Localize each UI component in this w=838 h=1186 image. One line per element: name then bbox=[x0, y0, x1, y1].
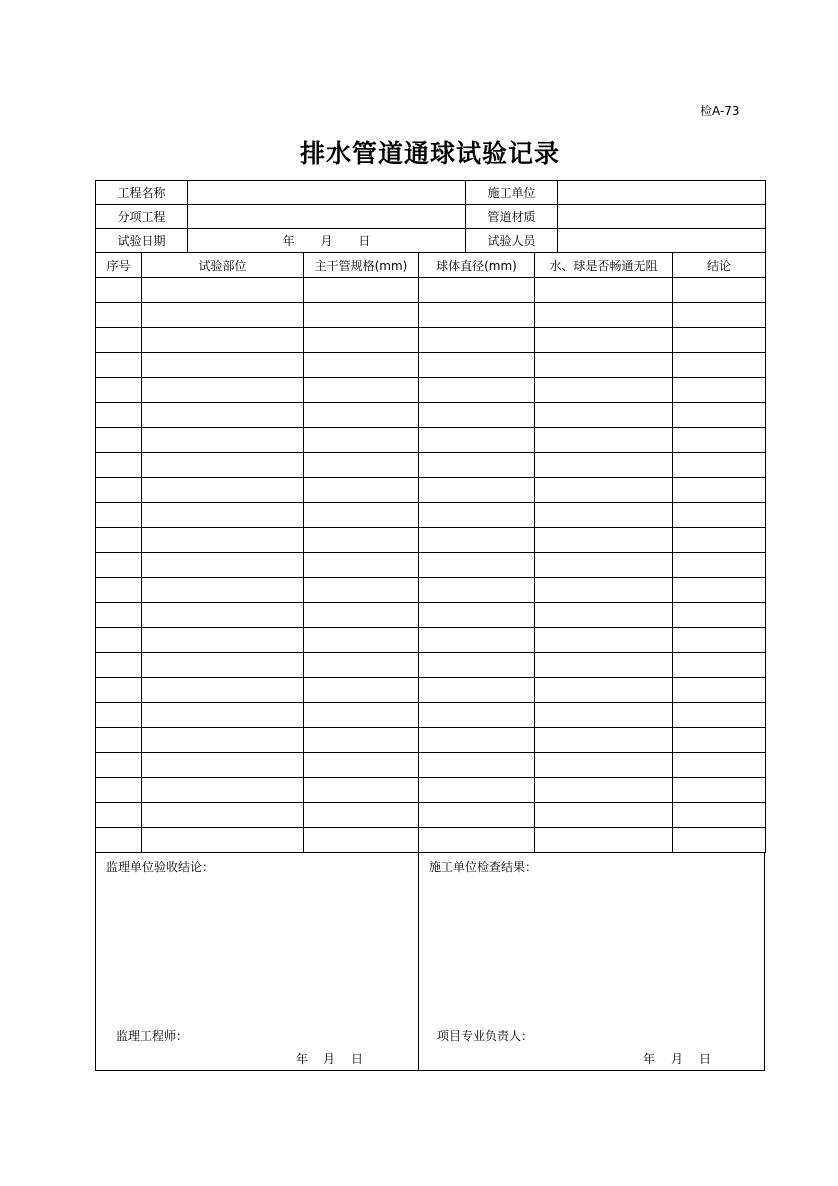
supervision-engineer-label: 监理工程师： bbox=[116, 1029, 189, 1043]
table-row bbox=[96, 703, 766, 728]
header-row-project bbox=[96, 181, 766, 205]
signature-section bbox=[95, 852, 765, 1071]
test-grid bbox=[95, 252, 766, 853]
cell-ball-diameter[interactable] bbox=[419, 603, 535, 628]
cell-location[interactable] bbox=[142, 753, 304, 778]
cell-main-pipe-spec[interactable] bbox=[304, 653, 419, 678]
grid-body bbox=[96, 278, 766, 853]
col-header-conclusion: 结论 bbox=[673, 253, 766, 278]
cell-location[interactable] bbox=[142, 428, 304, 453]
col-header-main-pipe-spec: 主干管规格(mm) bbox=[304, 253, 419, 278]
cell-ball-diameter[interactable] bbox=[419, 578, 535, 603]
cell-main-pipe-spec[interactable] bbox=[304, 528, 419, 553]
cell-main-pipe-spec[interactable] bbox=[304, 603, 419, 628]
cell-conclusion[interactable] bbox=[673, 678, 766, 703]
cell-location[interactable] bbox=[142, 653, 304, 678]
cell-flow-clear[interactable] bbox=[535, 828, 673, 853]
cell-conclusion[interactable] bbox=[673, 778, 766, 803]
cell-flow-clear[interactable] bbox=[535, 678, 673, 703]
contractor-date-day: 日 bbox=[699, 1052, 712, 1066]
table-row bbox=[96, 553, 766, 578]
cell-location[interactable] bbox=[142, 353, 304, 378]
contractor-field[interactable] bbox=[558, 181, 766, 205]
contractor-date-year: 年 bbox=[643, 1052, 656, 1066]
cell-seq[interactable] bbox=[96, 628, 142, 653]
cell-conclusion[interactable] bbox=[673, 278, 766, 303]
table-row bbox=[96, 428, 766, 453]
cell-main-pipe-spec[interactable] bbox=[304, 703, 419, 728]
cell-conclusion[interactable] bbox=[673, 603, 766, 628]
form-title: 排水管道通球试验记录 bbox=[299, 139, 560, 168]
cell-seq[interactable] bbox=[96, 603, 142, 628]
cell-conclusion[interactable] bbox=[673, 703, 766, 728]
project-manager-label: 项目专业负责人： bbox=[437, 1029, 534, 1043]
cell-seq[interactable] bbox=[96, 828, 142, 853]
cell-main-pipe-spec[interactable] bbox=[304, 578, 419, 603]
cell-conclusion[interactable] bbox=[673, 328, 766, 353]
table-row bbox=[96, 828, 766, 853]
cell-location[interactable] bbox=[142, 803, 304, 828]
cell-location[interactable] bbox=[142, 578, 304, 603]
test-date-month: 月 bbox=[320, 234, 333, 248]
cell-flow-clear[interactable] bbox=[535, 453, 673, 478]
cell-seq[interactable] bbox=[96, 778, 142, 803]
cell-flow-clear[interactable] bbox=[535, 478, 673, 503]
cell-conclusion[interactable] bbox=[673, 653, 766, 678]
col-header-seq: 序号 bbox=[96, 253, 142, 278]
cell-location[interactable] bbox=[142, 503, 304, 528]
cell-location[interactable] bbox=[142, 603, 304, 628]
cell-seq[interactable] bbox=[96, 478, 142, 503]
cell-ball-diameter[interactable] bbox=[419, 803, 535, 828]
cell-location[interactable] bbox=[142, 403, 304, 428]
cell-main-pipe-spec[interactable] bbox=[304, 278, 419, 303]
cell-conclusion[interactable] bbox=[673, 503, 766, 528]
cell-conclusion[interactable] bbox=[673, 828, 766, 853]
supervision-date-month: 月 bbox=[323, 1052, 336, 1066]
cell-main-pipe-spec[interactable] bbox=[304, 403, 419, 428]
cell-ball-diameter[interactable] bbox=[419, 628, 535, 653]
cell-location[interactable] bbox=[142, 778, 304, 803]
table-row bbox=[96, 378, 766, 403]
cell-seq[interactable] bbox=[96, 578, 142, 603]
cell-conclusion[interactable] bbox=[673, 553, 766, 578]
cell-seq[interactable] bbox=[96, 753, 142, 778]
cell-location[interactable] bbox=[142, 303, 304, 328]
cell-location[interactable] bbox=[142, 453, 304, 478]
cell-seq[interactable] bbox=[96, 328, 142, 353]
cell-location[interactable] bbox=[142, 678, 304, 703]
cell-flow-clear[interactable] bbox=[535, 803, 673, 828]
cell-location[interactable] bbox=[142, 728, 304, 753]
table-row bbox=[96, 478, 766, 503]
cell-seq[interactable] bbox=[96, 353, 142, 378]
cell-flow-clear[interactable] bbox=[535, 578, 673, 603]
cell-flow-clear[interactable] bbox=[535, 278, 673, 303]
cell-conclusion[interactable] bbox=[673, 303, 766, 328]
test-date-day: 日 bbox=[358, 234, 371, 248]
cell-flow-clear[interactable] bbox=[535, 703, 673, 728]
supervision-date-year: 年 bbox=[296, 1052, 309, 1066]
cell-conclusion[interactable] bbox=[673, 528, 766, 553]
cell-seq[interactable] bbox=[96, 703, 142, 728]
cell-location[interactable] bbox=[142, 378, 304, 403]
cell-flow-clear[interactable] bbox=[535, 778, 673, 803]
cell-conclusion[interactable] bbox=[673, 753, 766, 778]
table-row bbox=[96, 678, 766, 703]
cell-seq[interactable] bbox=[96, 728, 142, 753]
cell-conclusion[interactable] bbox=[673, 728, 766, 753]
header-table bbox=[95, 180, 766, 253]
cell-ball-diameter[interactable] bbox=[419, 478, 535, 503]
grid-header-row bbox=[96, 253, 766, 278]
cell-ball-diameter[interactable] bbox=[419, 378, 535, 403]
cell-flow-clear[interactable] bbox=[535, 603, 673, 628]
cell-flow-clear[interactable] bbox=[535, 628, 673, 653]
supervision-conclusion-label: 监理单位验收结论： bbox=[106, 860, 215, 874]
cell-flow-clear[interactable] bbox=[535, 728, 673, 753]
col-header-location: 试验部位 bbox=[142, 253, 304, 278]
table-row bbox=[96, 453, 766, 478]
supervision-block[interactable] bbox=[96, 852, 419, 1070]
cell-ball-diameter[interactable] bbox=[419, 753, 535, 778]
cell-location[interactable] bbox=[142, 528, 304, 553]
cell-ball-diameter[interactable] bbox=[419, 328, 535, 353]
cell-conclusion[interactable] bbox=[673, 453, 766, 478]
cell-ball-diameter[interactable] bbox=[419, 428, 535, 453]
cell-seq[interactable] bbox=[96, 378, 142, 403]
test-date-year: 年 bbox=[282, 234, 295, 248]
tester-field[interactable] bbox=[558, 229, 766, 253]
table-row bbox=[96, 278, 766, 303]
table-row bbox=[96, 503, 766, 528]
col-header-flow-clear: 水、球是否畅通无阻 bbox=[535, 253, 673, 278]
cell-location[interactable] bbox=[142, 278, 304, 303]
contractor-label: 施工单位 bbox=[466, 181, 558, 205]
cell-main-pipe-spec[interactable] bbox=[304, 453, 419, 478]
cell-conclusion[interactable] bbox=[673, 428, 766, 453]
supervision-date-day: 日 bbox=[351, 1052, 364, 1066]
cell-ball-diameter[interactable] bbox=[419, 353, 535, 378]
contractor-date-month: 月 bbox=[671, 1052, 684, 1066]
cell-ball-diameter[interactable] bbox=[419, 703, 535, 728]
cell-main-pipe-spec[interactable] bbox=[304, 828, 419, 853]
cell-ball-diameter[interactable] bbox=[419, 678, 535, 703]
cell-main-pipe-spec[interactable] bbox=[304, 728, 419, 753]
cell-seq[interactable] bbox=[96, 503, 142, 528]
cell-ball-diameter[interactable] bbox=[419, 728, 535, 753]
cell-flow-clear[interactable] bbox=[535, 303, 673, 328]
cell-flow-clear[interactable] bbox=[535, 503, 673, 528]
cell-location[interactable] bbox=[142, 478, 304, 503]
cell-seq[interactable] bbox=[96, 453, 142, 478]
cell-flow-clear[interactable] bbox=[535, 528, 673, 553]
cell-main-pipe-spec[interactable] bbox=[304, 803, 419, 828]
col-header-ball-diameter: 球体直径(mm) bbox=[419, 253, 535, 278]
cell-seq[interactable] bbox=[96, 278, 142, 303]
subitem-field[interactable] bbox=[188, 205, 466, 229]
subitem-label: 分项工程 bbox=[96, 205, 188, 229]
table-row bbox=[96, 653, 766, 678]
cell-main-pipe-spec[interactable] bbox=[304, 328, 419, 353]
table-row bbox=[96, 403, 766, 428]
cell-main-pipe-spec[interactable] bbox=[304, 303, 419, 328]
contractor-result-label: 施工单位检查结果： bbox=[429, 860, 538, 874]
table-row bbox=[96, 728, 766, 753]
cell-flow-clear[interactable] bbox=[535, 378, 673, 403]
cell-seq[interactable] bbox=[96, 553, 142, 578]
cell-flow-clear[interactable] bbox=[535, 353, 673, 378]
cell-main-pipe-spec[interactable] bbox=[304, 353, 419, 378]
cell-conclusion[interactable] bbox=[673, 578, 766, 603]
contractor-check-block[interactable] bbox=[419, 852, 764, 1070]
cell-flow-clear[interactable] bbox=[535, 753, 673, 778]
cell-seq[interactable] bbox=[96, 428, 142, 453]
cell-ball-diameter[interactable] bbox=[419, 278, 535, 303]
cell-ball-diameter[interactable] bbox=[419, 528, 535, 553]
cell-main-pipe-spec[interactable] bbox=[304, 628, 419, 653]
cell-conclusion[interactable] bbox=[673, 353, 766, 378]
cell-seq[interactable] bbox=[96, 403, 142, 428]
cell-location[interactable] bbox=[142, 328, 304, 353]
header-row-subitem bbox=[96, 205, 766, 229]
table-row bbox=[96, 578, 766, 603]
cell-seq[interactable] bbox=[96, 303, 142, 328]
project-name-field[interactable] bbox=[188, 181, 466, 205]
cell-main-pipe-spec[interactable] bbox=[304, 553, 419, 578]
table-row bbox=[96, 603, 766, 628]
cell-flow-clear[interactable] bbox=[535, 403, 673, 428]
cell-main-pipe-spec[interactable] bbox=[304, 503, 419, 528]
cell-ball-diameter[interactable] bbox=[419, 778, 535, 803]
cell-ball-diameter[interactable] bbox=[419, 503, 535, 528]
table-row bbox=[96, 753, 766, 778]
cell-main-pipe-spec[interactable] bbox=[304, 378, 419, 403]
cell-main-pipe-spec[interactable] bbox=[304, 778, 419, 803]
cell-flow-clear[interactable] bbox=[535, 553, 673, 578]
header-row-date bbox=[96, 229, 766, 253]
pipe-material-label: 管道材质 bbox=[466, 205, 558, 229]
cell-flow-clear[interactable] bbox=[535, 653, 673, 678]
cell-location[interactable] bbox=[142, 703, 304, 728]
project-name-label: 工程名称 bbox=[96, 181, 188, 205]
table-row bbox=[96, 628, 766, 653]
cell-main-pipe-spec[interactable] bbox=[304, 428, 419, 453]
cell-flow-clear[interactable] bbox=[535, 428, 673, 453]
cell-main-pipe-spec[interactable] bbox=[304, 753, 419, 778]
table-row bbox=[96, 803, 766, 828]
cell-location[interactable] bbox=[142, 628, 304, 653]
cell-ball-diameter[interactable] bbox=[419, 303, 535, 328]
cell-conclusion[interactable] bbox=[673, 628, 766, 653]
cell-main-pipe-spec[interactable] bbox=[304, 678, 419, 703]
cell-seq[interactable] bbox=[96, 678, 142, 703]
table-row bbox=[96, 528, 766, 553]
form-code: 检A-73 bbox=[700, 104, 740, 118]
cell-conclusion[interactable] bbox=[673, 378, 766, 403]
cell-ball-diameter[interactable] bbox=[419, 453, 535, 478]
cell-conclusion[interactable] bbox=[673, 403, 766, 428]
cell-ball-diameter[interactable] bbox=[419, 828, 535, 853]
table-row bbox=[96, 353, 766, 378]
cell-location[interactable] bbox=[142, 828, 304, 853]
cell-seq[interactable] bbox=[96, 803, 142, 828]
pipe-material-field[interactable] bbox=[558, 205, 766, 229]
record-form bbox=[95, 180, 765, 1074]
test-date-label: 试验日期 bbox=[96, 229, 188, 253]
table-row bbox=[96, 778, 766, 803]
cell-location[interactable] bbox=[142, 553, 304, 578]
table-row bbox=[96, 328, 766, 353]
cell-conclusion[interactable] bbox=[673, 478, 766, 503]
cell-main-pipe-spec[interactable] bbox=[304, 478, 419, 503]
tester-label: 试验人员 bbox=[466, 229, 558, 253]
cell-ball-diameter[interactable] bbox=[419, 403, 535, 428]
cell-ball-diameter[interactable] bbox=[419, 553, 535, 578]
cell-flow-clear[interactable] bbox=[535, 328, 673, 353]
cell-ball-diameter[interactable] bbox=[419, 653, 535, 678]
cell-seq[interactable] bbox=[96, 653, 142, 678]
table-row bbox=[96, 303, 766, 328]
cell-conclusion[interactable] bbox=[673, 803, 766, 828]
test-date-field[interactable] bbox=[188, 229, 466, 253]
cell-seq[interactable] bbox=[96, 528, 142, 553]
